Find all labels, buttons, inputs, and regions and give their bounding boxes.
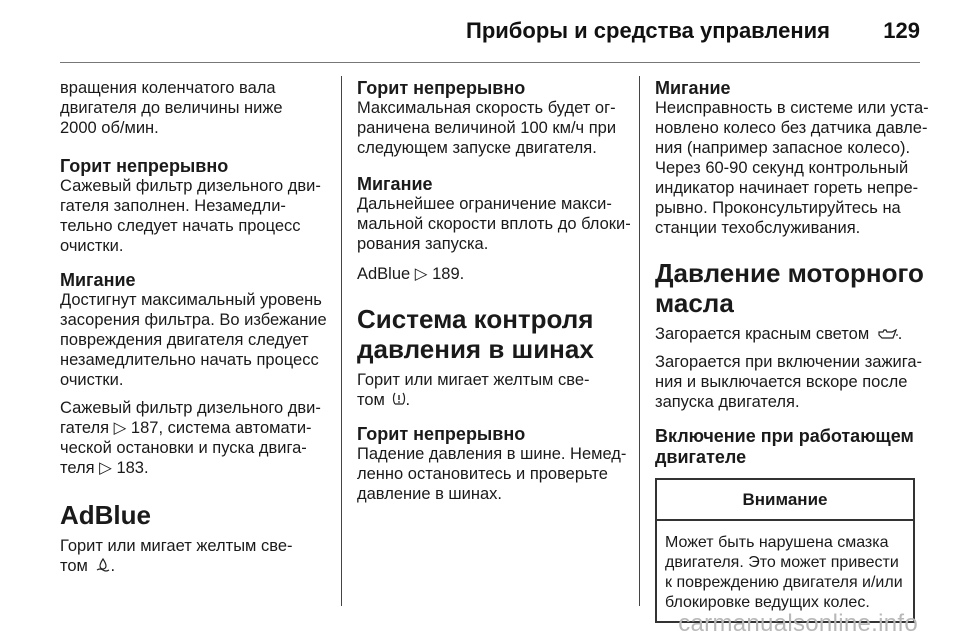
text-line: Горит или мигает желтым све-	[60, 537, 293, 555]
page-reference-link[interactable]: 187, система автомати-	[130, 419, 312, 437]
heading-blink: Мигание	[357, 174, 433, 194]
heading-line: давления в шинах	[357, 334, 594, 364]
column-divider-1	[341, 76, 342, 606]
text-fragment: теля	[60, 459, 100, 477]
text-line: двигателя до величины ниже	[60, 99, 283, 117]
text-line: 2000 об/мин.	[60, 119, 159, 137]
page-number: 129	[883, 18, 920, 43]
oil-red-paragraph	[655, 324, 927, 344]
text-line: Горит или мигает желтым све-	[357, 371, 590, 389]
text-line	[357, 390, 632, 410]
text-line	[655, 324, 927, 344]
page-reference-link[interactable]: 183.	[116, 459, 149, 477]
text-line: к повреждению двигателя и/или	[665, 574, 903, 591]
text-line: незамедлительно начать процесс	[60, 351, 319, 369]
blink-paragraph	[655, 98, 927, 238]
tpms-paragraph	[357, 370, 632, 410]
text-line: Сажевый фильтр дизельного дви-	[60, 399, 321, 417]
continuous2-paragraph	[357, 444, 632, 504]
heading-continuous-2: Горит непрерывно	[357, 424, 526, 444]
heading-line: масла	[655, 288, 734, 318]
text-fragment: Загорается красным светом	[655, 325, 870, 343]
text-line: Сажевый фильтр дизельного дви-	[60, 177, 321, 195]
heading-line: Давление моторного	[655, 258, 924, 288]
continuous-paragraph	[357, 98, 632, 158]
heading-continuous: Горит непрерывно	[60, 156, 229, 176]
page-reference-arrow-icon: ▷	[113, 419, 127, 437]
text-line: Падение давления в шине. Немед-	[357, 445, 627, 463]
heading-line: Система контроля	[357, 304, 594, 334]
heading-engine-running	[655, 426, 927, 468]
heading-line: двигателе	[655, 447, 747, 467]
heading-continuous: Горит непрерывно	[357, 78, 526, 98]
adblue-reference	[357, 264, 632, 284]
column-1	[60, 78, 330, 584]
page-reference-link[interactable]: 189.	[432, 265, 465, 283]
text-line	[357, 264, 632, 284]
page-title: Приборы и средства управления	[466, 18, 830, 43]
text-line: рывно. Проконсультируйтесь на	[655, 199, 901, 217]
text-fragment: том	[357, 391, 385, 409]
heading-oil-pressure	[655, 258, 927, 318]
page-reference-arrow-icon: ▷	[99, 459, 112, 477]
dpf-reference-paragraph	[60, 398, 330, 478]
oil-can-icon	[876, 327, 898, 341]
text-line: станции техобслуживания.	[655, 219, 861, 237]
text-line: вращения коленчатого вала	[60, 79, 276, 97]
blink-paragraph	[60, 290, 330, 390]
tire-pressure-icon	[392, 391, 406, 407]
text-line: тельно следует начать процесс	[60, 217, 301, 235]
text-line	[60, 458, 330, 478]
text-line: очистки.	[60, 237, 124, 255]
text-line: засорения фильтра. Во избежание	[60, 311, 327, 329]
notice-title: Внимание	[657, 480, 913, 521]
text-line: Через 60-90 секунд контрольный	[655, 159, 909, 177]
notice-body	[657, 521, 913, 621]
heading-blink: Мигание	[60, 270, 136, 290]
text-fragment: AdBlue	[357, 265, 415, 283]
text-line: Максимальная скорость будет ог-	[357, 99, 616, 117]
text-line	[60, 556, 330, 576]
text-fragment: гателя	[60, 419, 114, 437]
text-line: повреждения двигателя следует	[60, 331, 309, 349]
text-line: Может быть нарушена смазка	[665, 534, 889, 551]
column-3	[655, 78, 927, 623]
column-2	[357, 78, 632, 512]
text-line: давление в шинах.	[357, 485, 503, 503]
continuous-paragraph	[60, 176, 330, 256]
warning-notice-box	[655, 478, 915, 623]
heading-tpms	[357, 304, 632, 364]
text-line: следующем запуске двигателя.	[357, 139, 597, 157]
adblue-warning-icon	[95, 557, 111, 573]
intro-paragraph	[60, 78, 330, 138]
text-line: Неисправность в системе или уста-	[655, 99, 929, 117]
text-line: мальной скорости вплоть до блоки-	[357, 215, 631, 233]
text-line: раничена величиной 100 км/ч при	[357, 119, 617, 137]
text-line: ния и выключается вскоре после	[655, 373, 908, 391]
header-divider	[60, 62, 920, 63]
heading-adblue: AdBlue	[60, 500, 151, 530]
text-line: Загорается при включении зажига-	[655, 353, 923, 371]
text-line: Достигнут максимальный уровень	[60, 291, 322, 309]
adblue-paragraph	[60, 536, 330, 576]
text-fragment: том	[60, 557, 88, 575]
text-fragment: .	[405, 391, 411, 409]
text-fragment: .	[897, 325, 903, 343]
text-line: гателя заполнен. Незамедли-	[60, 197, 286, 215]
text-line: ния (например запасное колесо).	[655, 139, 911, 157]
text-line: запуска двигателя.	[655, 393, 800, 411]
heading-blink: Мигание	[655, 78, 731, 98]
text-line: Дальнейшее ограничение макси-	[357, 195, 612, 213]
text-line: блокировке ведущих колес.	[665, 594, 870, 611]
text-line: новлено колесо без датчика давле-	[655, 119, 928, 137]
oil-ignition-paragraph	[655, 352, 927, 412]
text-line	[60, 418, 330, 438]
text-fragment: .	[110, 557, 116, 575]
text-line: ленно остановитесь и проверьте	[357, 465, 608, 483]
column-divider-2	[639, 76, 640, 606]
text-line: очистки.	[60, 371, 124, 389]
blink-paragraph	[357, 194, 632, 254]
text-line: индикатор начинает гореть непре-	[655, 179, 919, 197]
watermark: carmanualsonline.info	[678, 610, 918, 637]
page-reference-arrow-icon: ▷	[414, 265, 428, 283]
text-line: ческой остановки и пуска двига-	[60, 439, 307, 457]
text-line: двигателя. Это может привести	[665, 554, 899, 571]
text-line: рования запуска.	[357, 235, 489, 253]
heading-line: Включение при работающем	[655, 426, 914, 446]
